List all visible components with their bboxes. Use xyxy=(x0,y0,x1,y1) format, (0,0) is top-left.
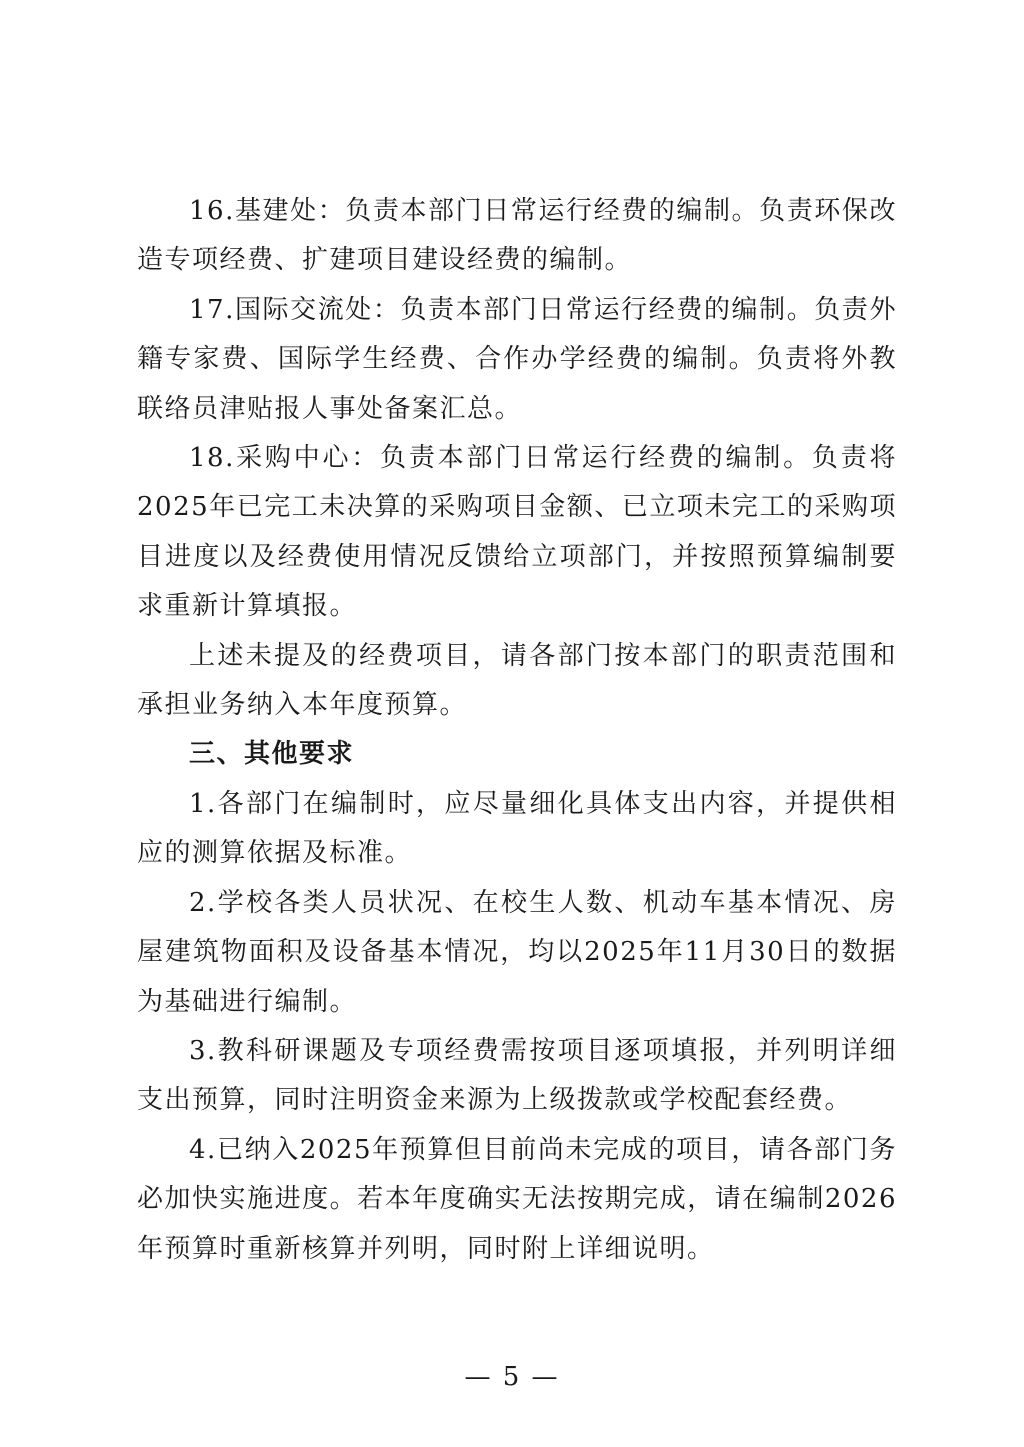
paragraph-unmentioned-items: 上述未提及的经费项目，请各部门按本部门的职责范围和承担业务纳入本年度预算。 xyxy=(137,640,897,721)
requirement-2: 2.学校各类人员状况、在校生人数、机动车基本情况、房屋建筑物面积及设备基本情况，均以2025年11月30日的数据为基础进行编制。 xyxy=(137,887,897,1017)
document-body xyxy=(137,187,897,1274)
page-number: — 5 — xyxy=(464,1362,560,1392)
requirement-1: 1.各部门在编制时，应尽量细化具体支出内容，并提供相应的测算依据及标准。 xyxy=(137,788,897,869)
requirement-4: 4.已纳入2025年预算但目前尚未完成的项目，请各部门务必加快实施进度。若本年度确实无法按期完成，请在编制2026年预算时重新核算并列明，同时附上详细说明。 xyxy=(137,1134,897,1264)
requirement-3: 3.教科研课题及专项经费需按项目逐项填报，并列明详细支出预算，同时注明资金来源为上级拨款或学校配套经费。 xyxy=(137,1035,897,1116)
section-heading-other-requirements: 三、其他要求 xyxy=(189,739,355,770)
paragraph-18-procurement-center: 18.采购中心：负责本部门日常运行经费的编制。负责将2025年已完工未决算的采购项目金额、已立项未完工的采购项目进度以及经费使用情况反馈给立项部门，并按照预算编制要求重新计算填报。 xyxy=(137,443,897,622)
paragraph-16-infrastructure: 16.基建处：负责本部门日常运行经费的编制。负责环保改造专项经费、扩建项目建设经费的编制。 xyxy=(137,196,897,276)
paragraph-17-international-exchange: 17.国际交流处：负责本部门日常运行经费的编制。负责外籍专家费、国际学生经费、合作办学经费的编制。负责将外教联络员津贴报人事处备案汇总。 xyxy=(137,294,897,424)
